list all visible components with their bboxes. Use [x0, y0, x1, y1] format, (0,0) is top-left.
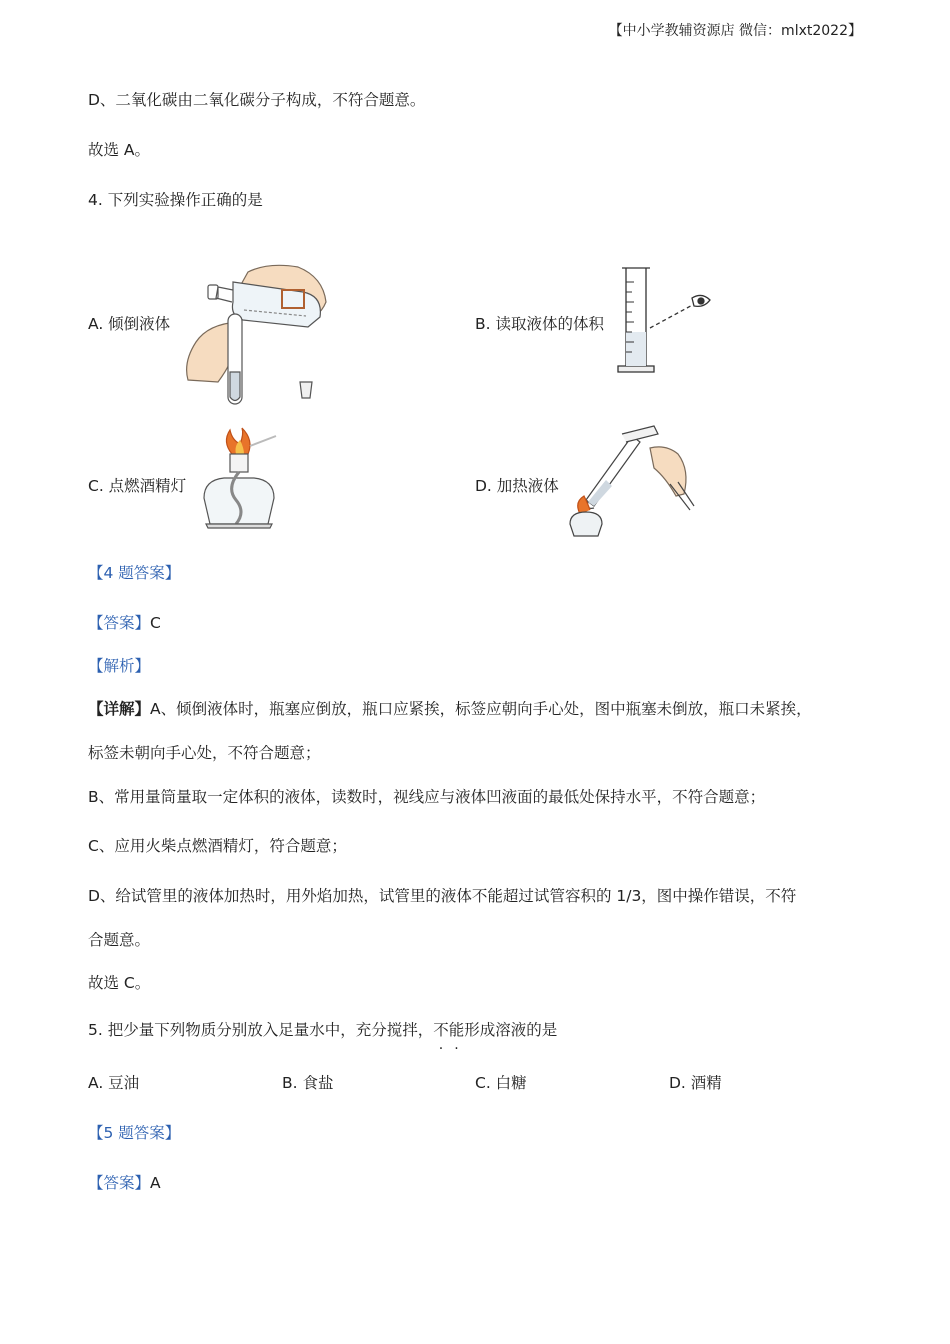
q4-option-a-label: A. 倾倒液体 — [88, 315, 171, 333]
pouring-liquid-figure — [178, 232, 338, 412]
question-5-stem — [88, 1018, 557, 1040]
q4-option-d-label: D. 加热液体 — [475, 477, 559, 495]
q5-emphasis-char-2: 能 — [448, 1021, 465, 1039]
q4-detail-b: B、常用量筒量取一定体积的液体，读数时，视线应与液体凹液面的最低处保持水平，不符合题意； — [88, 788, 766, 806]
q4-answer-label: 【答案】 — [88, 614, 151, 632]
graduated-cylinder-figure — [612, 262, 722, 380]
q4-detail-d-line1: D、给试管里的液体加热时，用外焰加热，试管里的液体不能超过试管容积的 1/3，图中操作错误，不符 — [88, 887, 797, 905]
heating-liquid-figure — [566, 424, 696, 540]
q5-stem-before: 5. 把少量下列物质分别放入足量水中，充分搅拌， — [88, 1021, 434, 1039]
q4-detail-d-line2: 合题意。 — [88, 931, 151, 949]
q4-option-b-label: B. 读取液体的体积 — [475, 315, 604, 333]
q4-detail-a-line2: 标签未朝向手心处，不符合题意； — [88, 744, 321, 762]
q4-answer-value: C — [150, 614, 161, 632]
page-header: 【中小学教辅资源店 微信：mlxt2022】 — [608, 23, 862, 39]
q4-selection: 故选 C。 — [88, 974, 151, 992]
q3-option-d-explanation: D、二氧化碳由二氧化碳分子构成，不符合题意。 — [88, 91, 426, 109]
alcohol-lamp-figure — [196, 428, 282, 534]
q4-analysis-heading: 【解析】 — [88, 657, 151, 675]
q5-answer-label: 【答案】 — [88, 1174, 151, 1192]
q5-emphasis-char-1: 不 — [433, 1021, 449, 1039]
q3-selection: 故选 A。 — [88, 141, 151, 159]
question-4-stem: 4. 下列实验操作正确的是 — [88, 191, 263, 209]
q4-detail-a-line1: A、倾倒液体时，瓶塞应倒放，瓶口应紧挨，标签应朝向手心处，图中瓶塞未倒放，瓶口未紧挨， — [150, 700, 812, 718]
q4-answer-heading: 【4 题答案】 — [88, 564, 181, 582]
q5-option-a: A. 豆油 — [88, 1074, 140, 1092]
q4-detail-c: C、应用火柴点燃酒精灯，符合题意； — [88, 837, 347, 855]
q4-detail-label: 【详解】 — [88, 700, 151, 718]
q5-answer-heading: 【5 题答案】 — [88, 1124, 181, 1142]
q5-option-c: C. 白糖 — [475, 1074, 527, 1092]
q5-option-b: B. 食盐 — [282, 1074, 334, 1092]
q5-stem-after: 形成溶液的是 — [464, 1021, 558, 1039]
q5-answer-value: A — [150, 1174, 161, 1192]
q4-option-c-label: C. 点燃酒精灯 — [88, 477, 187, 495]
q5-option-d: D. 酒精 — [669, 1074, 722, 1092]
